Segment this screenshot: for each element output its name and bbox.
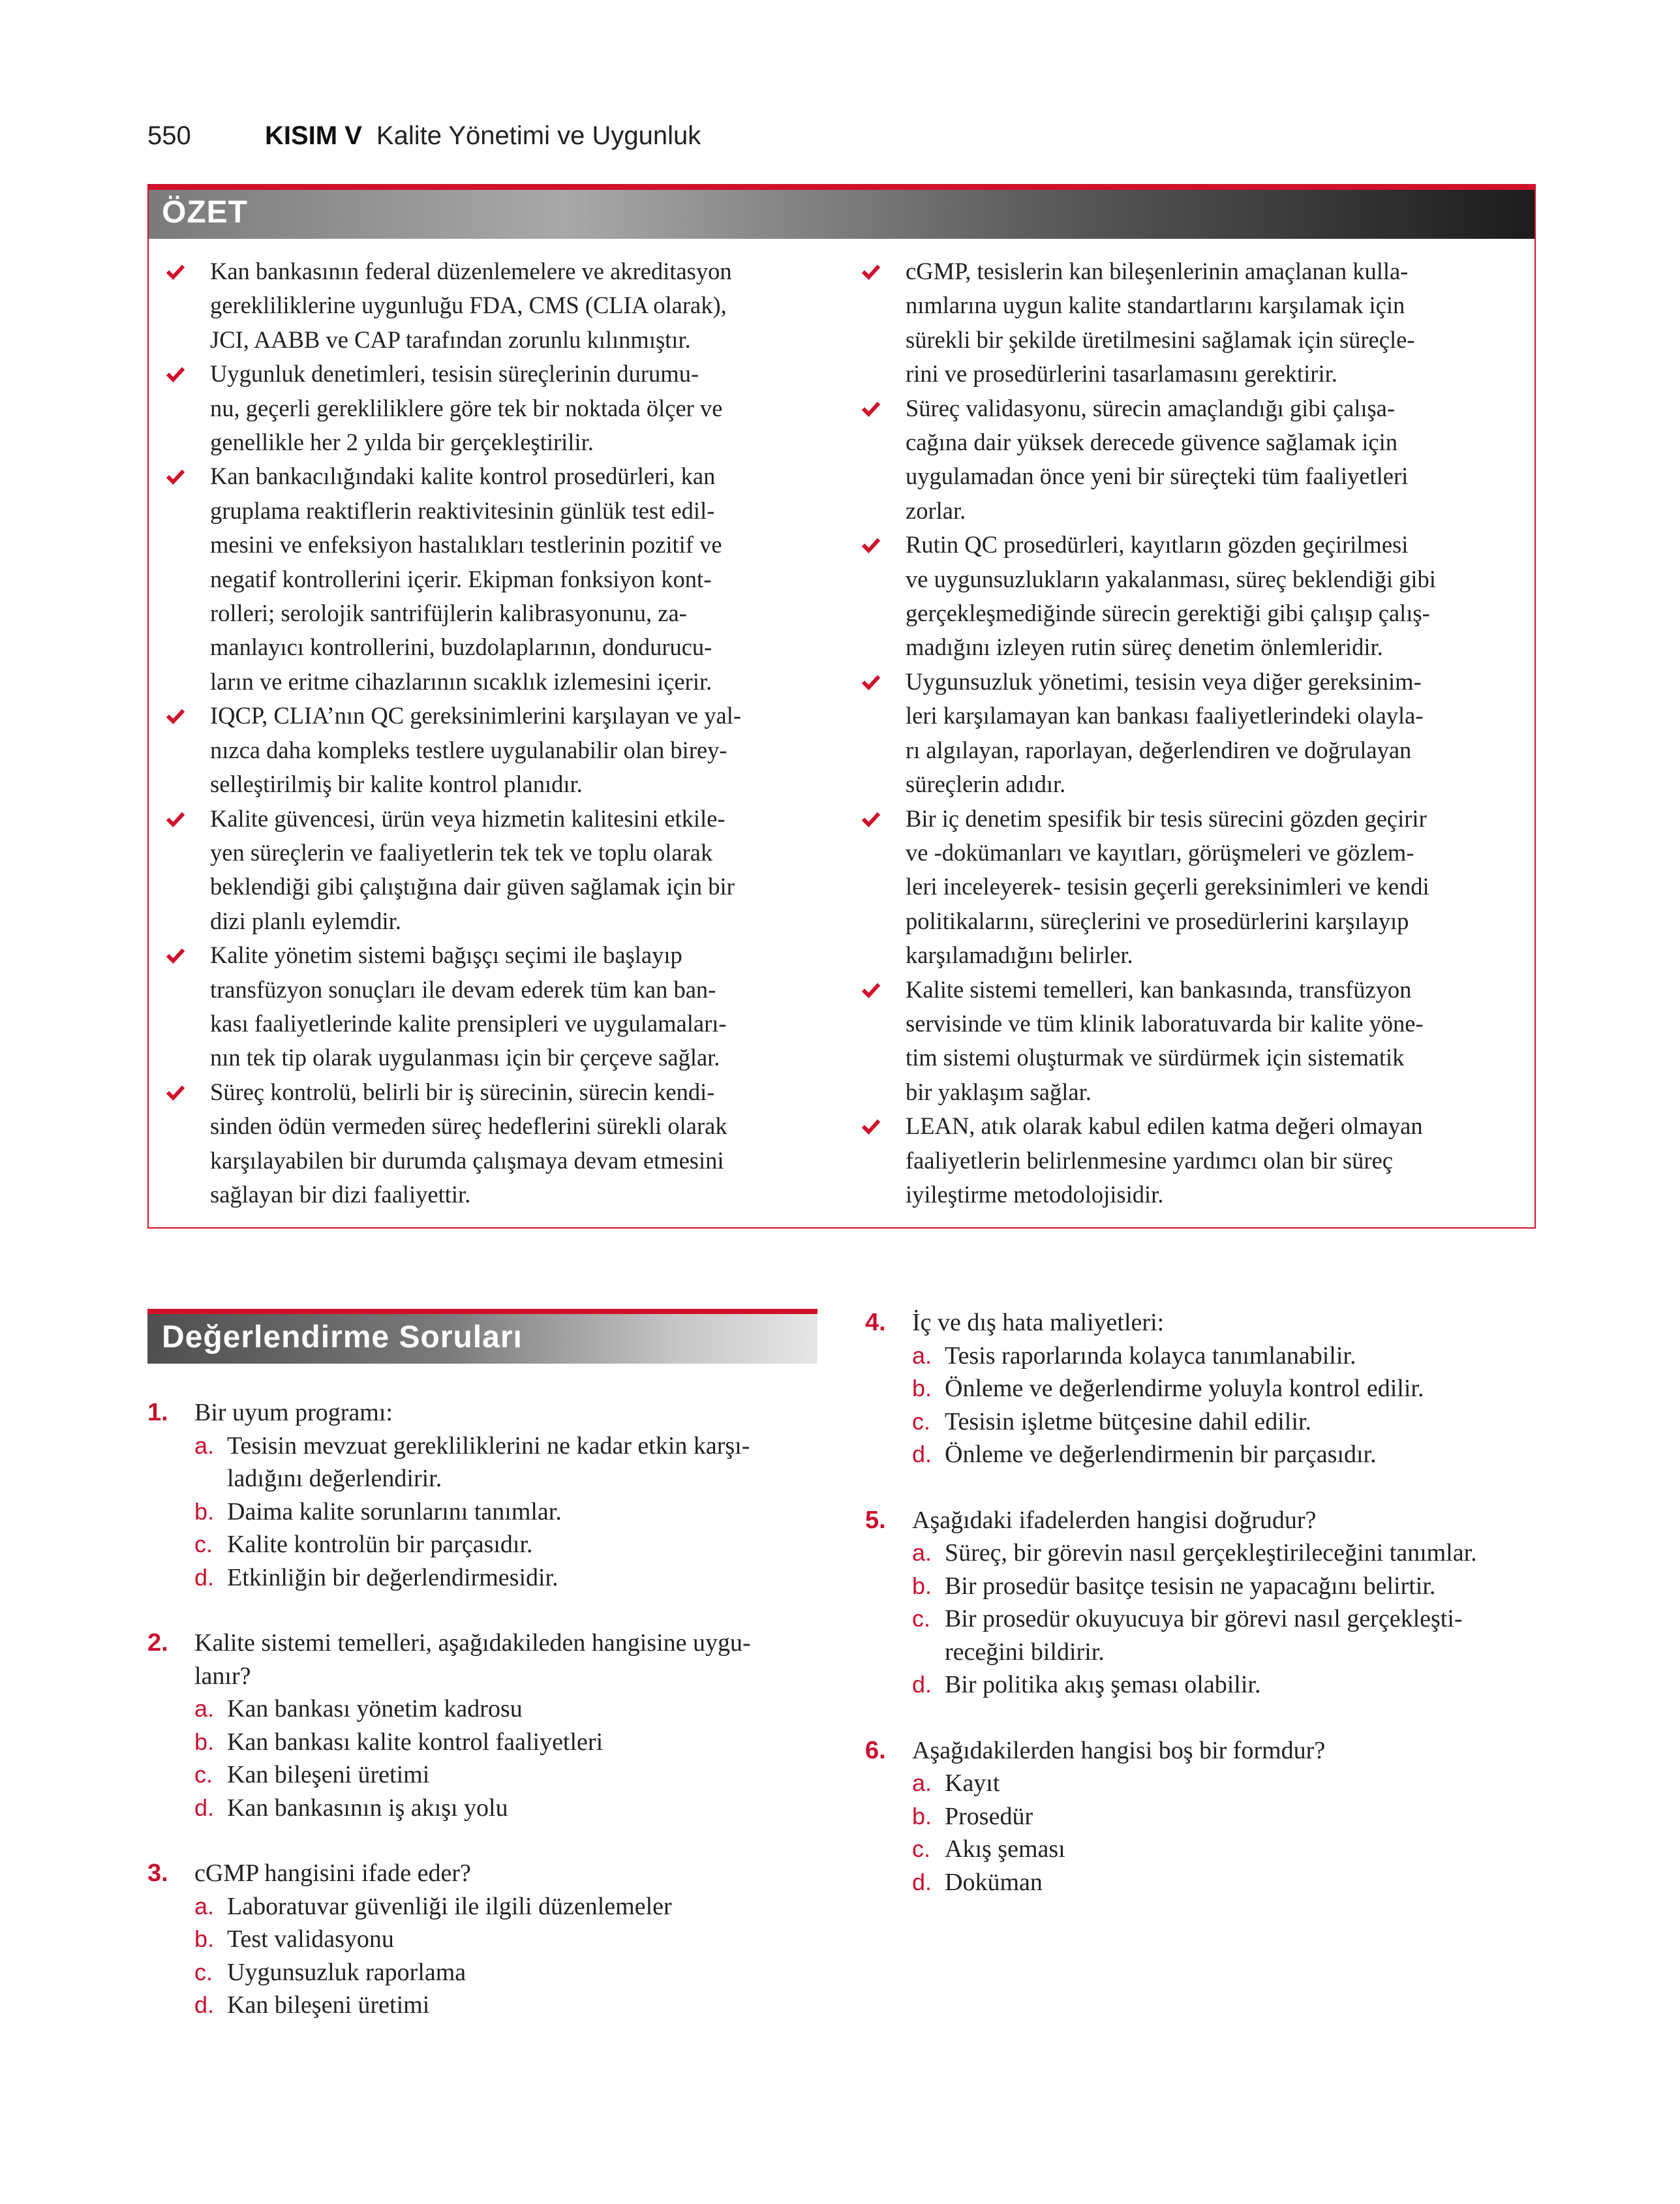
summary-bullet: [163, 357, 823, 459]
question-stem: [147, 1396, 865, 1430]
checkmark-icon: [860, 261, 882, 283]
text-line: Kan bankası kalite kontrol faaliyetleri: [227, 1728, 603, 1756]
question-number: 6.: [865, 1736, 886, 1764]
text-line: Tesis raporlarında kolayca tanımlanabilir.: [945, 1341, 1356, 1370]
answer-option: [865, 1438, 1583, 1471]
checkmark-icon: [860, 398, 882, 420]
text-line: ve uygunsuzlukların yakalanması, süreç beklendiği gibi: [906, 565, 1436, 592]
text-line: iyileştirme metodolojisidir.: [906, 1180, 1164, 1208]
text-line: Süreç validasyonu, sürecin amaçlandığı gibi çalışa-: [906, 394, 1396, 421]
question: [865, 1734, 1583, 1899]
summary-bullet: [163, 938, 823, 1075]
text-line: Uygunsuzluk yönetimi, tesisin veya diğer gereksinim-: [906, 667, 1422, 695]
text-line: Etkinliğin bir değerlendirmesidir.: [227, 1563, 558, 1591]
checkmark-icon: [860, 1116, 882, 1138]
answer-option: [865, 1405, 1583, 1439]
text-line: Kan bankacılığındaki kalite kontrol prosedürleri, kan: [210, 463, 716, 490]
answer-option: [865, 1767, 1583, 1800]
text-line: Uygunluk denetimleri, tesisin süreçlerinin durumu-: [210, 360, 699, 388]
question: [147, 1627, 865, 1824]
summary-bullet: [163, 459, 823, 699]
summary-bullet: [163, 254, 823, 357]
option-letter: b.: [912, 1375, 932, 1401]
checkmark-icon: [860, 808, 882, 831]
summary-bullet: [859, 391, 1519, 528]
option-letter: d.: [912, 1441, 932, 1467]
text-line: Süreç, bir görevin nasıl gerçekleştirileceğini tanımlar.: [945, 1539, 1477, 1567]
text-line: LEAN, atık olarak kabul edilen katma değeri olmayan: [906, 1112, 1423, 1140]
page-header: [147, 116, 701, 155]
summary-bullet: [163, 699, 823, 801]
answer-option: [147, 1430, 865, 1495]
text-line: lanır?: [194, 1662, 251, 1690]
answer-option: [147, 1726, 865, 1759]
text-line: Bir prosedür okuyucuya bir görevi nasıl gerçekleşti-: [945, 1605, 1463, 1632]
summary-right-column: [859, 254, 1519, 1212]
text-line: tim sistemi oluşturmak ve sürdürmek için sistematik: [906, 1044, 1405, 1071]
text-line: beklendiği gibi çalıştığına dair güven sağlamak için bir: [210, 873, 735, 900]
question: [865, 1504, 1583, 1702]
answer-option: [865, 1372, 1583, 1405]
text-line: receğini bildirir.: [945, 1638, 1105, 1666]
part-label: KISIM V: [265, 121, 362, 150]
summary-bullet: [859, 254, 1519, 391]
summary-left-column: [163, 254, 823, 1212]
text-line: Kan bankası yönetim kadrosu: [227, 1695, 523, 1722]
summary-bullet-text: [210, 357, 823, 459]
checkmark-icon: [164, 466, 187, 488]
text-line: madığını izleyen rutin süreç denetim önlemleridir.: [906, 634, 1383, 661]
text-line: Bir uyum programı:: [194, 1399, 393, 1426]
text-line: nu, geçerli gerekliliklere göre tek bir noktada ölçer ve: [210, 394, 723, 421]
summary-bullet-text: [906, 665, 1519, 802]
question-stem: [865, 1306, 1583, 1339]
text-line: Bir iç denetim spesifik bir tesis sürecini gözden geçirir: [906, 804, 1427, 832]
text-line: nızca daha kompleks testlere uygulanabilir olan birey-: [210, 736, 727, 763]
text-line: karşılayabilen bir durumda çalışmaya devam etmesini: [210, 1146, 724, 1174]
option-letter: b.: [194, 1728, 215, 1755]
text-line: gerekliliklerine uygunluğu FDA, CMS (CLIA olarak),: [210, 292, 727, 319]
text-line: genellikle her 2 yılda bir gerçekleştirilir.: [210, 429, 594, 456]
text-line: Test validasyonu: [227, 1925, 394, 1953]
answer-option: [865, 1602, 1583, 1668]
text-line: cağına dair yüksek derecede güvence sağlamak için: [906, 429, 1397, 456]
text-line: JCI, AABB ve CAP tarafından zorunlu kılınmıştır.: [210, 326, 691, 353]
answer-option: [147, 1561, 865, 1595]
option-letter: a.: [912, 1539, 932, 1566]
page-number: 550: [147, 121, 191, 150]
answer-option: [865, 1537, 1583, 1570]
text-line: sağlayan bir dizi faaliyettir.: [210, 1180, 471, 1208]
text-line: Bir politika akış şeması olabilir.: [945, 1671, 1261, 1698]
question: [865, 1306, 1583, 1471]
text-line: servisinde ve tüm klinik laboratuvarda bir kalite yöne-: [906, 1009, 1424, 1037]
answer-option: [865, 1866, 1583, 1899]
question-number: 1.: [147, 1399, 168, 1426]
question-stem: [147, 1627, 865, 1692]
summary-bullet-text: [210, 459, 823, 699]
question-stem: [865, 1734, 1583, 1768]
text-line: cGMP hangisini ifade eder?: [194, 1860, 471, 1887]
option-letter: a.: [912, 1341, 932, 1369]
option-letter: d.: [912, 1868, 932, 1895]
text-line: uygulamadan önce yeni bir süreçteki tüm faaliyetleri: [906, 463, 1409, 490]
checkmark-icon: [164, 261, 187, 283]
answer-option: [147, 1956, 865, 1989]
text-line: Aşağıdakilerden hangisi boş bir formdur?: [912, 1736, 1326, 1764]
option-letter: b.: [912, 1802, 932, 1829]
questions-left-column: [147, 1396, 865, 2055]
question-number: 5.: [865, 1506, 886, 1534]
summary-bullet-text: [210, 254, 823, 357]
summary-bullet-text: [906, 973, 1519, 1110]
text-line: bir yaklaşım sağlar.: [906, 1078, 1092, 1105]
text-line: Kalite sistemi temelleri, aşağıdakileden hangisine uygu-: [194, 1629, 751, 1657]
summary-bullet-text: [906, 802, 1519, 973]
option-letter: a.: [194, 1431, 215, 1459]
text-line: rolleri; serolojik santrifüjlerin kalibrasyonunu, za-: [210, 600, 687, 627]
option-letter: a.: [912, 1769, 932, 1796]
option-letter: c.: [912, 1407, 931, 1435]
text-line: negatif kontrollerini içerir. Ekipman fonksiyon kont-: [210, 565, 712, 592]
text-line: ladığını değerlendirir.: [227, 1465, 442, 1492]
summary-bullet-text: [906, 1109, 1519, 1212]
answer-option: [147, 1890, 865, 1923]
text-line: Önleme ve değerlendirme yoluyla kontrol edilir.: [945, 1375, 1424, 1402]
option-letter: d.: [194, 1991, 215, 2018]
option-letter: b.: [194, 1925, 215, 1952]
question-stem: [865, 1504, 1583, 1537]
answer-option: [147, 1495, 865, 1529]
summary-bullet-text: [210, 1075, 823, 1212]
option-letter: c.: [194, 1761, 213, 1788]
text-line: sürekli bir şekilde üretilmesini sağlamak için süreçle-: [906, 326, 1415, 353]
text-line: süreçlerin adıdır.: [906, 771, 1066, 798]
checkmark-icon: [164, 808, 187, 831]
checkmark-icon: [860, 534, 882, 557]
answer-option: [865, 1668, 1583, 1702]
question: [147, 1396, 865, 1594]
text-line: Tesisin mevzuat gerekliliklerini ne kadar etkin karşı-: [227, 1431, 750, 1460]
text-line: Kan bankasının federal düzenlemelere ve akreditasyon: [210, 258, 732, 284]
summary-bullet: [859, 528, 1519, 665]
option-letter: a.: [194, 1892, 215, 1920]
text-line: karşılamadığını belirler.: [906, 941, 1133, 969]
option-letter: d.: [194, 1563, 215, 1591]
text-line: leri karşılamayan kan bankası faaliyetlerindeki olayla-: [906, 702, 1424, 729]
answer-option: [865, 1570, 1583, 1603]
text-line: manlayıcı kontrollerini, buzdolaplarının, dondurucu-: [210, 634, 712, 661]
questions-right-column: [865, 1306, 1583, 1931]
answer-option: [865, 1833, 1583, 1866]
checkmark-icon: [164, 1082, 187, 1104]
checkmark-icon: [164, 705, 187, 727]
answer-option: [147, 1792, 865, 1825]
summary-bullet-text: [906, 528, 1519, 665]
option-letter: c.: [194, 1531, 213, 1557]
text-line: Kan bileşeni üretimi: [227, 1761, 430, 1788]
question-number: 3.: [147, 1860, 168, 1887]
text-line: rini ve prosedürlerini tasarlamasını gerektirir.: [906, 360, 1337, 388]
text-line: Kalite yönetim sistemi bağışçı seçimi ile başlayıp: [210, 941, 682, 969]
text-line: Kalite kontrolün bir parçasıdır.: [227, 1531, 533, 1558]
text-line: sinden ödün vermeden süreç hedeflerini sürekli olarak: [210, 1112, 727, 1140]
option-letter: b.: [912, 1572, 932, 1599]
text-line: selleştirilmiş bir kalite kontrol planıdır.: [210, 771, 583, 798]
question-stem: [147, 1857, 865, 1890]
answer-option: [147, 1758, 865, 1792]
text-line: Uygunsuzluk raporlama: [227, 1958, 466, 1986]
summary-bullet: [859, 973, 1519, 1110]
summary-bullet: [163, 802, 823, 939]
text-line: Kayıt: [945, 1769, 1000, 1797]
summary-bullet: [859, 802, 1519, 973]
text-line: Doküman: [945, 1868, 1043, 1896]
summary-title: ÖZET: [162, 195, 248, 230]
text-line: yen süreçlerin ve faaliyetlerin tek tek ve toplu olarak: [210, 838, 713, 866]
summary-bullet-text: [210, 938, 823, 1075]
checkmark-icon: [164, 363, 187, 386]
summary-bullet: [859, 1109, 1519, 1212]
text-line: Kan bankasının iş akışı yolu: [227, 1794, 508, 1822]
answer-option: [865, 1339, 1583, 1373]
text-line: politikalarını, süreçlerini ve prosedürlerini karşılayıp: [906, 907, 1409, 934]
text-line: Süreç kontrolü, belirli bir iş sürecinin, sürecin kendi-: [210, 1078, 715, 1105]
text-line: nın tek tip olarak uygulanması için bir çerçeve sağlar.: [210, 1044, 720, 1071]
option-letter: c.: [912, 1835, 931, 1862]
text-line: faaliyetlerin belirlenmesine yardımcı olan bir süreç: [906, 1146, 1393, 1174]
text-line: kası faaliyetlerinde kalite prensipleri ve uygulamaları-: [210, 1009, 727, 1037]
answer-option: [147, 1989, 865, 2022]
answer-option: [147, 1528, 865, 1561]
evaluation-top-rule: [147, 1309, 817, 1314]
question-number: 2.: [147, 1629, 168, 1657]
answer-option: [147, 1692, 865, 1726]
text-line: Kan bileşeni üretimi: [227, 1991, 430, 2019]
text-line: Kalite sistemi temelleri, kan bankasında, transfüzyon: [906, 975, 1412, 1003]
option-letter: a.: [194, 1695, 215, 1722]
text-line: Laboratuvar güvenliği ile ilgili düzenlemeler: [227, 1892, 672, 1920]
summary-bullet: [859, 665, 1519, 802]
text-line: leri inceleyerek- tesisin geçerli gereksinimleri ve kendi: [906, 873, 1429, 900]
checkmark-icon: [860, 671, 882, 694]
summary-bullet-text: [906, 391, 1519, 528]
option-letter: c.: [912, 1605, 931, 1632]
text-line: Prosedür: [945, 1802, 1033, 1830]
text-line: Aşağıdaki ifadelerden hangisi doğrudur?: [912, 1506, 1317, 1534]
text-line: gruplama reaktiflerin reaktivitesinin günlük test edil-: [210, 497, 715, 524]
text-line: ların ve eritme cihazlarının sıcaklık izlemesini içerir.: [210, 667, 712, 695]
text-line: rı algılayan, raporlayan, değerlendiren ve doğrulayan: [906, 736, 1412, 763]
part-title: Kalite Yönetimi ve Uygunluk: [376, 121, 701, 150]
text-line: Önleme ve değerlendirmenin bir parçasıdır.: [945, 1441, 1377, 1468]
summary-bullet-text: [210, 802, 823, 939]
text-line: nımlarına uygun kalite standartlarını karşılamak için: [906, 292, 1405, 319]
text-line: cGMP, tesislerin kan bileşenlerinin amaçlanan kulla-: [906, 258, 1409, 284]
answer-option: [147, 1923, 865, 1956]
option-letter: d.: [194, 1794, 215, 1821]
question: [147, 1857, 865, 2022]
text-line: mesini ve enfeksiyon hastalıkları testlerinin pozitif ve: [210, 531, 722, 559]
text-line: Tesisin işletme bütçesine dahil edilir.: [945, 1407, 1311, 1435]
text-line: Kalite güvencesi, ürün veya hizmetin kalitesini etkile-: [210, 804, 725, 832]
option-letter: c.: [194, 1958, 213, 1985]
text-line: zorlar.: [906, 497, 966, 524]
text-line: dizi planlı eylemdir.: [210, 907, 401, 934]
text-line: transfüzyon sonuçları ile devam ederek tüm kan ban-: [210, 975, 716, 1003]
summary-bullet-text: [906, 254, 1519, 391]
text-line: Bir prosedür basitçe tesisin ne yapacağını belirtir.: [945, 1572, 1436, 1600]
text-line: Daima kalite sorunlarını tanımlar.: [227, 1497, 562, 1525]
text-line: ve -dokümanları ve kayıtları, görüşmeleri ve gözlem-: [906, 838, 1414, 866]
text-line: IQCP, CLIA’nın QC gereksinimlerini karşılayan ve yal-: [210, 702, 741, 729]
option-letter: b.: [194, 1497, 215, 1525]
answer-option: [865, 1800, 1583, 1833]
text-line: gerçekleşmediğinde sürecin gerektiği gibi çalışıp çalış-: [906, 600, 1430, 627]
summary-bullet: [163, 1075, 823, 1212]
option-letter: d.: [912, 1671, 932, 1698]
text-line: Rutin QC prosedürleri, kayıtların gözden geçirilmesi: [906, 531, 1409, 559]
checkmark-icon: [860, 979, 882, 1002]
text-line: İç ve dış hata maliyetleri:: [912, 1309, 1165, 1336]
checkmark-icon: [164, 945, 187, 967]
question-number: 4.: [865, 1309, 886, 1336]
text-line: Akış şeması: [945, 1835, 1065, 1863]
evaluation-title: Değerlendirme Soruları: [162, 1320, 523, 1355]
summary-bullet-text: [210, 699, 823, 801]
